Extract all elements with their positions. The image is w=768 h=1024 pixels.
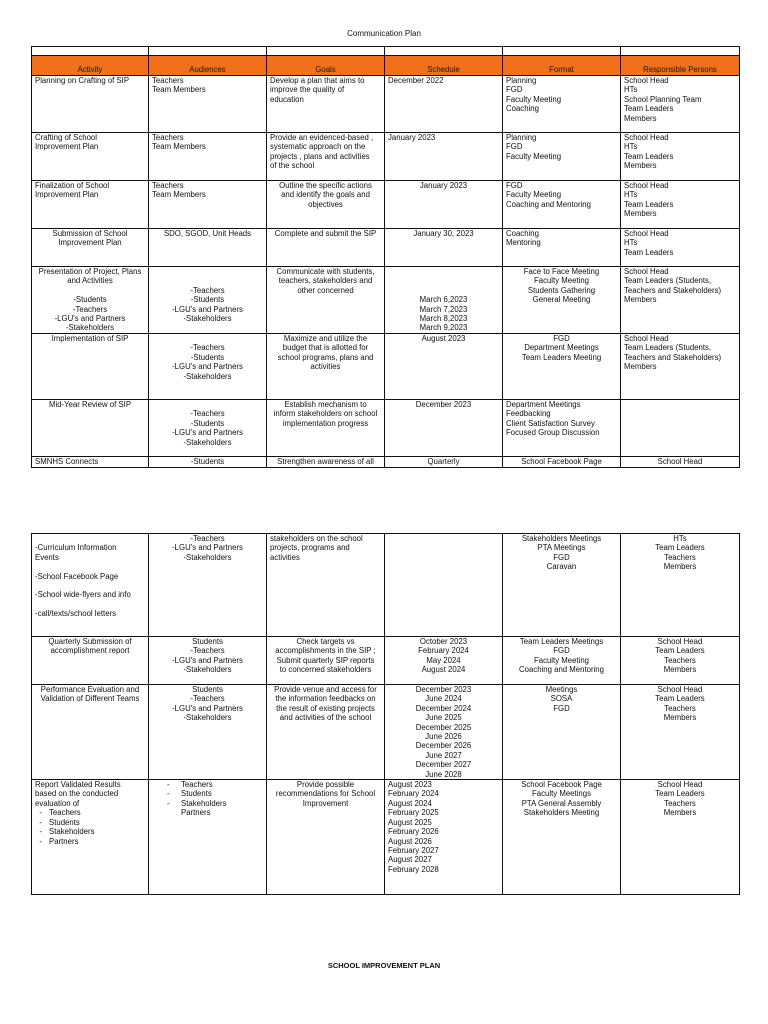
responsible-cell: School Head Team Leaders (Students, Teachers and Stakeholders) Members	[624, 334, 722, 372]
responsible-cell: HTs Team Leaders Teachers Members	[655, 534, 705, 572]
header-goals: Goals	[267, 56, 385, 76]
schedule-cell: January 30, 2023	[413, 229, 474, 238]
goals-cell: Strengthen awareness of all	[277, 457, 374, 466]
header-responsible-persons: Responsible Persons	[621, 56, 740, 76]
format-cell: Department Meetings Feedbacking Client Satisfaction Survey Focused Group Discussion	[506, 400, 600, 438]
table-row	[32, 181, 740, 229]
format-cell: Planning FGD Faculty Meeting Coaching	[506, 76, 562, 114]
table-row	[32, 637, 740, 685]
audiences-cell: -Teachers -Students -LGU's and Partners -Stakeholders	[172, 343, 243, 381]
responsible-cell: School Head	[657, 457, 703, 466]
schedule-cell: December 2022	[388, 76, 444, 85]
list-item: - Partners	[35, 836, 79, 846]
schedule-cell: August 2023	[421, 334, 466, 343]
goals-cell: Maximize and utilize the budget that is allotted for school programs, plans and activities	[277, 334, 374, 372]
activity-cell: Mid-Year Review of SIP	[48, 400, 132, 409]
audiences-cell: Teachers Team Members	[152, 181, 206, 200]
schedule-cell: Quarterly	[427, 457, 460, 466]
goals-cell: Check targets vs accomplishments in the SIP ; Submit quarterly SIP reports to concerned stakeholders	[275, 637, 376, 675]
goals-cell: Outline the specific actions and identify the goals and objectives	[279, 181, 372, 209]
format-cell: Planning FGD Faculty Meeting	[506, 133, 562, 161]
schedule-cell: October 2023 February 2024 May 2024 August 2024	[418, 637, 469, 675]
list-item: - Stakeholders	[35, 827, 95, 837]
audience-list	[167, 780, 263, 818]
communication-plan-table	[31, 46, 740, 468]
table-row	[32, 780, 740, 895]
format-cell: School Facebook Page Faculty Meetings PTA General Assembly Stakeholders Meeting	[521, 780, 602, 818]
format-cell: Meetings SOSA FGD	[545, 685, 578, 713]
footer-title: SCHOOL IMPROVEMENT PLAN	[327, 961, 441, 970]
responsible-cell: School Head Team Leaders Teachers Members	[655, 637, 705, 675]
goals-cell: Communicate with students, teachers, stakeholders and other concerned	[276, 267, 375, 295]
activity-cell: SMNHS Connects	[35, 457, 99, 466]
activity-cell: Quarterly Submission of accomplishment report	[48, 637, 132, 656]
list-item: - Stakeholders	[167, 798, 227, 808]
format-cell: Team Leaders Meetings FGD Faculty Meeting Coaching and Mentoring	[519, 637, 604, 675]
header-audiences: Audiences	[149, 56, 267, 76]
activity-cell: Implementation of SIP	[51, 334, 129, 343]
schedule-cell: December 2023	[415, 400, 472, 409]
activity-cell: Performance Evaluation and Validation of Different Teams	[40, 685, 140, 704]
schedule-cell: January 2023	[419, 181, 468, 190]
header-row	[32, 56, 740, 76]
table-row	[32, 457, 740, 468]
goals-cell: Develop a plan that aims to improve the quality of education	[270, 76, 365, 104]
format-cell: Stakeholders Meetings PTA Meetings FGD Caravan	[521, 534, 602, 572]
goals-cell: Provide possible recommendations for School Improvement	[275, 780, 376, 808]
audiences-cell: SDO, SGOD, Unit Heads	[163, 229, 252, 238]
format-cell: Face to Face Meeting Faculty Meeting Students Gathering General Meeting	[523, 267, 600, 305]
list-item: Partners	[181, 808, 211, 818]
goals-cell: Provide venue and access for the information feedbacks on the result of existing projects and activities of the school	[274, 685, 377, 723]
format-cell: FGD Faculty Meeting Coaching and Mentoring	[506, 181, 591, 209]
goals-cell: stakeholders on the school projects, programs and activities	[270, 534, 363, 562]
format-cell: Coaching Mentoring	[506, 229, 541, 248]
responsible-cell: School Head Team Leaders Teachers Members	[655, 780, 705, 818]
goals-cell: Establish mechanism to inform stakeholders on school implementation progress	[273, 400, 378, 428]
spacer-row	[32, 47, 740, 56]
header-format: Format	[503, 56, 621, 76]
table-row	[32, 133, 740, 181]
audiences-cell: Teachers Team Members	[152, 76, 206, 95]
audiences-cell: Students -Teachers -LGU's and Partners -Stakeholders	[172, 685, 243, 723]
goals-cell: Complete and submit the SIP	[274, 229, 377, 238]
list-item: - Students	[35, 817, 80, 827]
responsible-cell: School Head HTs Team Leaders	[624, 229, 674, 257]
format-cell: School Facebook Page	[521, 457, 602, 466]
responsible-cell: School Head HTs Team Leaders Members	[624, 181, 674, 219]
list-item: - Teachers	[35, 808, 81, 818]
activity-cell: Submission of School Improvement Plan	[52, 229, 128, 248]
audiences-cell: -Teachers -Students -LGU's and Partners -Stakeholders	[172, 285, 243, 324]
responsible-cell: School Head HTs School Planning Team Team Leaders Members	[624, 76, 702, 123]
schedule-cell: December 2023 June 2024 December 2024 June 2025 December 2025 June 2026 December 2026 June 2027 December 2027 June 2028	[415, 685, 472, 779]
responsible-cell: School Head HTs Team Leaders Members	[624, 133, 674, 171]
responsible-cell: School Head Team Leaders (Students, Teachers and Stakeholders) Members	[624, 267, 722, 305]
list-item: - Teachers	[167, 780, 213, 790]
table-row	[32, 685, 740, 780]
table-row	[32, 229, 740, 267]
audiences-cell: -Students	[190, 457, 225, 466]
list-item: - Students	[167, 789, 212, 799]
responsible-cell: School Head Team Leaders Teachers Members	[655, 685, 705, 723]
activity-cell: Finalization of School Improvement Plan	[35, 181, 110, 200]
table-row	[32, 267, 740, 334]
schedule-cell: August 2023 February 2024 August 2024 February 2025 August 2025 February 2026 August 2026 February 2027 August 2027 February 2028	[388, 780, 439, 874]
activity-cell: Planning on Crafting of SIP	[35, 76, 130, 85]
evaluation-list	[35, 808, 145, 846]
schedule-cell: March 6,2023 March 7,2023 March 8,2023 March 9,2023	[419, 295, 468, 333]
activity-cell: Crafting of School Improvement Plan	[35, 133, 99, 152]
format-cell: FGD Department Meetings Team Leaders Meeting	[521, 334, 602, 362]
table-row	[32, 76, 740, 133]
header-activity: Activity	[32, 56, 149, 76]
activity-cell: -Curriculum Information Events -School Facebook Page -School wide-flyers and info -call/texts/school letters	[35, 543, 131, 619]
activity-cell: Report Validated Results based on the conducted evaluation of	[35, 780, 121, 808]
table-row	[32, 534, 740, 637]
document-title: Communication Plan	[347, 29, 421, 38]
audiences-cell: -Teachers -LGU's and Partners -Stakeholders	[172, 534, 243, 562]
audiences-cell: Teachers Team Members	[152, 133, 206, 152]
table-row	[32, 400, 740, 457]
schedule-cell: January 2023	[388, 133, 436, 142]
activity-cell: Presentation of Project, Plans and Activities -Students -Teachers -LGU's and Partners -Stakeholders	[38, 267, 142, 333]
audiences-cell: -Teachers -Students -LGU's and Partners -Stakeholders	[172, 409, 243, 447]
table-row	[32, 334, 740, 400]
goals-cell: Provide an evidenced-based , systematic approach on the projects , plans and activities of the school	[270, 133, 374, 171]
header-schedule: Schedule	[385, 56, 503, 76]
audiences-cell: Students -Teachers -LGU's and Partners -Stakeholders	[172, 637, 243, 675]
communication-plan-table-continued	[31, 533, 740, 895]
